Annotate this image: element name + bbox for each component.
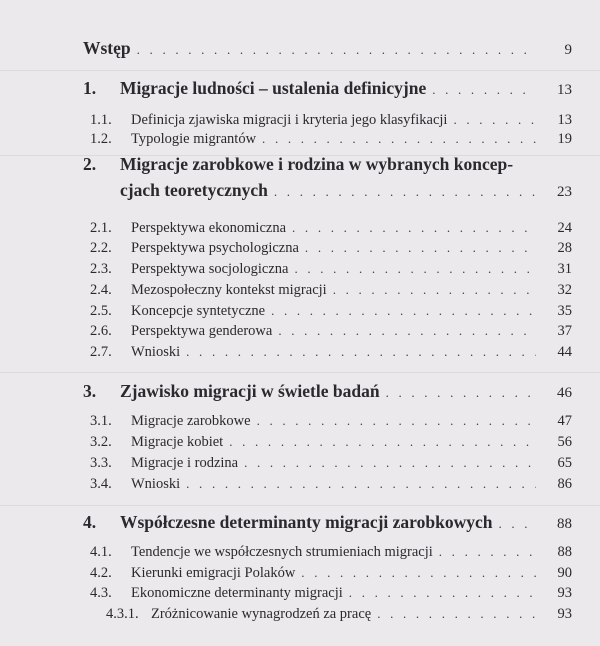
dot-leader — [439, 544, 536, 560]
entry-page: 88 — [557, 516, 572, 532]
entry-title: Migracje kobiet — [131, 434, 224, 450]
toc-section[interactable] — [0, 585, 600, 602]
toc-section[interactable] — [0, 544, 600, 561]
entry-title: Typologie migrantów — [131, 131, 257, 147]
toc-section[interactable] — [0, 303, 600, 320]
toc-chapter-4[interactable] — [0, 512, 600, 533]
entry-page: 88 — [557, 544, 572, 560]
entry-page: 28 — [557, 240, 572, 256]
dot-leader — [278, 323, 536, 339]
entry-number: 2. — [83, 154, 97, 174]
dot-leader — [377, 606, 536, 622]
bleed-line — [0, 70, 600, 71]
toc-section[interactable] — [0, 413, 600, 430]
entry-number: 2.1. — [90, 220, 112, 236]
entry-number: 4.3. — [90, 585, 112, 601]
entry-number: 4.3.1. — [106, 606, 139, 622]
bleed-line — [0, 505, 600, 506]
toc-section[interactable] — [0, 323, 600, 340]
entry-number: 3.2. — [90, 434, 112, 450]
dot-leader — [294, 261, 536, 277]
entry-number: 1. — [83, 78, 97, 98]
entry-title: Zróżnicowanie wynagrodzeń za pracę — [151, 606, 372, 622]
toc-section[interactable] — [0, 344, 600, 361]
dot-leader — [305, 240, 536, 256]
entry-title: Migracje zarobkowe — [131, 413, 251, 429]
entry-title: Perspektywa socjologiczna — [131, 261, 289, 277]
entry-title: Wnioski — [131, 476, 181, 492]
toc-chapter-3[interactable] — [0, 381, 600, 402]
entry-page: 86 — [557, 476, 572, 492]
entry-number: 1.2. — [90, 131, 112, 147]
toc-chapter-2[interactable] — [0, 180, 600, 201]
entry-page: 46 — [557, 385, 572, 401]
dot-leader — [229, 434, 536, 450]
dot-leader — [386, 385, 536, 401]
dot-leader — [186, 476, 536, 492]
toc-section[interactable] — [0, 606, 600, 623]
dot-leader — [137, 42, 536, 58]
entry-page: 93 — [557, 606, 572, 622]
entry-title: Ekonomiczne determinanty migracji — [131, 585, 343, 601]
dot-leader — [333, 282, 536, 298]
entry-page: 56 — [557, 434, 572, 450]
entry-title: Definicja zjawiska migracji i kryteria jego klasyfikacji — [131, 112, 448, 128]
entry-page: 23 — [557, 184, 572, 200]
entry-number: 1.1. — [90, 112, 112, 128]
dot-leader — [301, 565, 536, 581]
entry-title: Perspektywa genderowa — [131, 323, 273, 339]
dot-leader — [186, 344, 536, 360]
entry-number: 3.3. — [90, 455, 112, 471]
toc-section[interactable] — [0, 282, 600, 299]
entry-page: 32 — [557, 282, 572, 298]
entry-title: Perspektywa psychologiczna — [131, 240, 299, 256]
entry-title: Wnioski — [131, 344, 181, 360]
entry-number: 2.2. — [90, 240, 112, 256]
dot-leader — [274, 184, 536, 200]
entry-title: Perspektywa ekonomiczna — [131, 220, 287, 236]
toc-section[interactable] — [0, 476, 600, 493]
dot-leader — [498, 516, 536, 532]
dot-leader — [453, 112, 536, 128]
entry-title: Migracje i rodzina — [131, 455, 239, 471]
toc-section[interactable] — [0, 434, 600, 451]
entry-title: cjach teoretycznych — [120, 180, 268, 200]
entry-number: 4.2. — [90, 565, 112, 581]
entry-page: 19 — [557, 131, 572, 147]
entry-number: 3.4. — [90, 476, 112, 492]
entry-title: Wstęp — [83, 38, 131, 58]
dot-leader — [262, 131, 536, 147]
dot-leader — [432, 82, 536, 98]
dot-leader — [244, 455, 536, 471]
entry-number: 4.1. — [90, 544, 112, 560]
entry-page: 93 — [557, 585, 572, 601]
entry-title: Koncepcje syntetyczne — [131, 303, 266, 319]
toc-section[interactable] — [0, 565, 600, 582]
entry-title: Kierunki emigracji Polaków — [131, 565, 296, 581]
entry-title: Zjawisko migracji w świetle badań — [120, 381, 380, 401]
entry-number: 2.4. — [90, 282, 112, 298]
entry-number: 3. — [83, 381, 97, 401]
entry-number: 2.7. — [90, 344, 112, 360]
toc-section[interactable] — [0, 261, 600, 278]
toc-chapter-1[interactable] — [0, 78, 600, 99]
entry-page: 9 — [564, 42, 572, 58]
entry-title: Migracje ludności – ustalenia definicyjne — [120, 78, 427, 98]
entry-page: 90 — [557, 565, 572, 581]
toc-section[interactable] — [0, 112, 600, 129]
toc-entry-intro[interactable] — [0, 38, 600, 59]
toc-section[interactable] — [0, 131, 600, 148]
toc-section[interactable] — [0, 455, 600, 472]
dot-leader — [271, 303, 536, 319]
entry-page: 31 — [557, 261, 572, 277]
toc-chapter-2-line1[interactable] — [0, 154, 600, 175]
entry-number: 4. — [83, 512, 97, 532]
entry-number: 2.5. — [90, 303, 112, 319]
entry-title: Współczesne determinanty migracji zarobkowych — [120, 512, 493, 532]
entry-page: 65 — [557, 455, 572, 471]
entry-title: Tendencje we współczesnych strumieniach migracji — [131, 544, 433, 560]
entry-number: 2.6. — [90, 323, 112, 339]
dot-leader — [349, 585, 536, 601]
entry-number: 2.3. — [90, 261, 112, 277]
entry-title: Mezospołeczny kontekst migracji — [131, 282, 327, 298]
dot-leader — [292, 220, 536, 236]
entry-number: 3.1. — [90, 413, 112, 429]
toc-section[interactable] — [0, 240, 600, 257]
entry-page: 35 — [557, 303, 572, 319]
toc-section[interactable] — [0, 220, 600, 237]
bleed-line — [0, 372, 600, 373]
entry-title: Migracje zarobkowe i rodzina w wybranych koncep- — [120, 154, 514, 174]
entry-page: 24 — [557, 220, 572, 236]
entry-page: 37 — [557, 323, 572, 339]
entry-page: 47 — [557, 413, 572, 429]
dot-leader — [257, 413, 536, 429]
entry-page: 44 — [557, 344, 572, 360]
entry-page: 13 — [557, 82, 572, 98]
entry-page: 13 — [557, 112, 572, 128]
